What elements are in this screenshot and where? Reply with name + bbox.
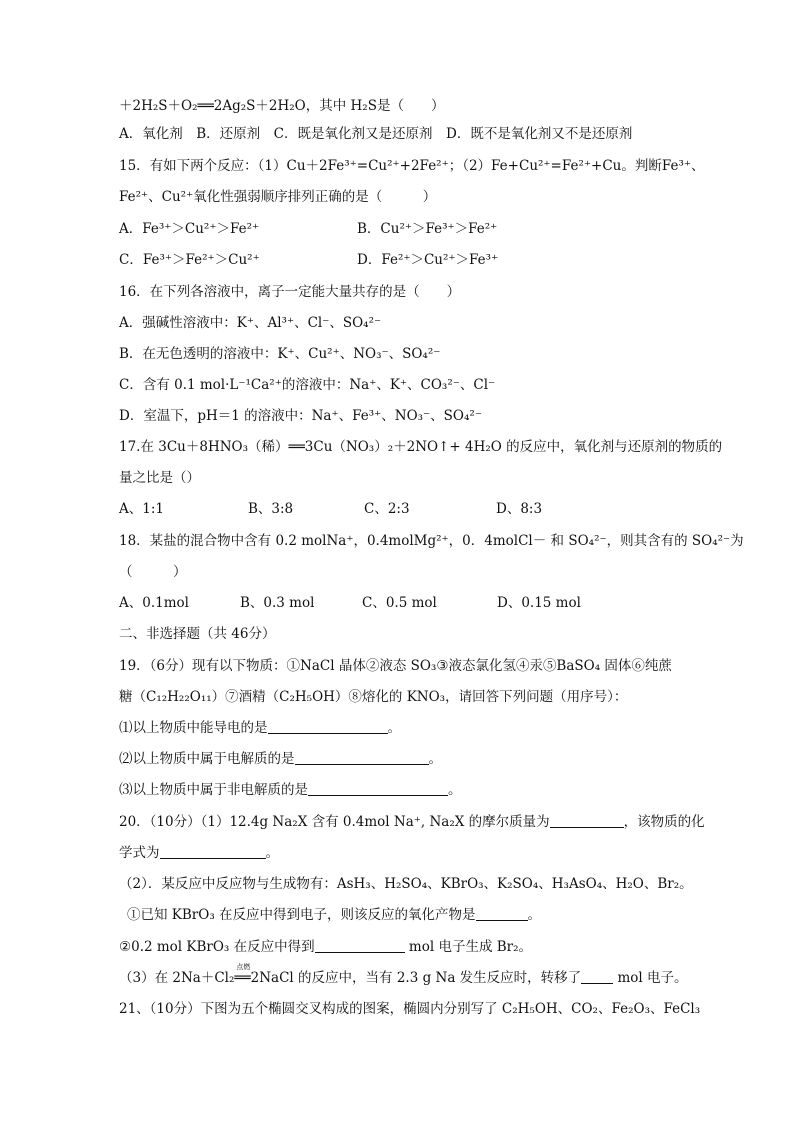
answer-blank[interactable] [550, 813, 624, 828]
q19-part-1 [119, 718, 401, 738]
q20-part-1-tail: ，该物质的化 [623, 814, 705, 830]
q17-option-b: B、3:8 [248, 501, 294, 517]
q19-stem-1: 19．（6分）现有以下物质：①NaCl 晶体②液态 SO₃③液态氯化氢④汞⑤BaSO₄ 固体⑥纯蔗 [119, 658, 672, 674]
q18-option-a: A、0.1mol [119, 595, 189, 611]
q16-option-a: A．强碱性溶液中：K⁺、Al³⁺、Cl⁻、SO₄²⁻ [119, 315, 382, 331]
q18-stem-1: 18．某盐的混合物中含有 0.2 molNa⁺，0.4molMg²⁺，0．4molCl－ 和 SO₄²⁻，则其含有的 SO₄²⁻为 [119, 533, 744, 549]
answer-blank[interactable] [295, 750, 429, 765]
q20-part-2-stem: （2）．某反应中反应物与生成物有：AsH₃、H₂SO₄、KBrO₃、K₂SO₄、H₃AsO₄、H₂O、Br₂。 [119, 876, 693, 892]
q18-stem-2: （ ） [119, 564, 187, 580]
answer-blank[interactable] [315, 938, 405, 953]
q20-part-3-text: （3）在 2Na＋Cl₂ [119, 970, 235, 986]
q19-part-3 [119, 780, 462, 800]
q18-option-c: C、0.5 mol [362, 595, 437, 611]
answer-blank[interactable] [160, 844, 266, 859]
q20-formula-text: 学式为 [119, 845, 160, 861]
q16-option-b: B．在无色透明的溶液中：K⁺、Cu²⁺、NO₃⁻、SO₄²⁻ [119, 346, 441, 362]
q20-part-3-tail: mol 电子。 [613, 970, 688, 986]
q19-part-1-text: ⑴以上物质中能导电的是 [119, 720, 268, 736]
q19-part-3-text: ⑶以上物质中属于非电解质的是 [119, 782, 308, 798]
period: 。 [428, 751, 442, 767]
q15-stem-1: 15．有如下两个反应：（1）Cu＋2Fe³⁺=Cu²⁺+2Fe²⁺；（2）Fe+Cu²⁺=Fe²⁺+Cu。判断Fe³⁺、 [119, 158, 705, 174]
q18-option-b: B、0.3 mol [240, 595, 315, 611]
q17-option-d: D、8:3 [496, 501, 543, 517]
q14-equation-line: ＋2H₂S＋O₂══2Ag₂S＋2H₂O，其中 H₂S是（ ） [119, 98, 445, 114]
equals-sign: ══ [234, 970, 251, 986]
q20-part-1-text: 20．（10分）（1）12.4g Na₂X 含有 0.4mol Na⁺, Na₂X 的摩尔质量为 [119, 814, 550, 830]
q16-option-c: C．含有 0.1 mol·L⁻¹Ca²⁺的溶液中：Na⁺、K⁺、CO₃²⁻、Cl⁻ [119, 377, 496, 393]
q21-stem: 21、（10分）下图为五个椭圆交叉构成的图案，椭圆内分别写了 C₂H₅OH、CO₂、Fe₂O₃、FeCl₃ [119, 1001, 701, 1017]
reaction-condition: 点燃 [236, 963, 251, 971]
q15-option-c: C．Fe³⁺＞Fe²⁺＞Cu²⁺ [119, 252, 260, 268]
q20-part-1-line-1 [119, 812, 705, 832]
q16-stem: 16．在下列各溶液中，离子一定能大量共存的是（ ） [119, 284, 461, 300]
q20-part-3 [119, 963, 688, 988]
period: 。 [527, 907, 542, 923]
answer-blank[interactable] [268, 719, 388, 734]
period: 。 [448, 782, 462, 798]
q19-part-2-text: ⑵以上物质中属于电解质的是 [119, 751, 295, 767]
q19-stem-2: 糖（C₁₂H₂₂O₁₁）⑦酒精（C₂H₅OH）⑧熔化的 KNO₃，请回答下列问题（用序号）： [119, 689, 628, 705]
q16-option-d: D．室温下，pH＝1 的溶液中：Na⁺、Fe³⁺、NO₃⁻、SO₄²⁻ [119, 408, 482, 424]
q17-option-a: A、1:1 [119, 501, 164, 517]
q20-sub-2-text: ②0.2 mol KBrO₃ 在反应中得到 [119, 939, 315, 955]
q20-part-2-sub-2 [119, 937, 532, 957]
q20-part-3-mid: 2NaCl 的反应中，当有 2.3 g Na 发生反应时，转移了 [250, 970, 582, 986]
q20-sub-1-text: ①已知 KBrO₃ 在反应中得到电子，则该反应的氧化产物是 [127, 907, 476, 923]
q17-stem-1: 17.在 3Cu＋8HNO₃（稀）══3Cu（NO₃）₂＋2NO↑+ 4H₂O 的反应中，氧化剂与还原剂的物质的 [119, 439, 723, 455]
q20-part-2-sub-1 [127, 905, 541, 925]
q19-part-2 [119, 749, 442, 769]
q17-stem-2: 量之比是（） [119, 470, 200, 486]
answer-blank[interactable] [476, 906, 528, 921]
q15-option-d: D．Fe²⁺＞Cu²⁺＞Fe³⁺ [357, 252, 499, 268]
q15-stem-2: Fe²⁺、Cu²⁺氧化性强弱顺序排列正确的是（ ） [119, 189, 437, 205]
q18-option-d: D、0.15 mol [497, 595, 581, 611]
q17-option-c: C、2:3 [364, 501, 410, 517]
period: 。 [387, 720, 401, 736]
q20-part-1-line-2 [119, 843, 279, 863]
reaction-arrow [234, 963, 251, 988]
q20-sub-2-tail: mol 电子生成 Br₂。 [404, 939, 533, 955]
period: 。 [265, 845, 279, 861]
q14-options: A．氧化剂 B．还原剂 C．既是氧化剂又是还原剂 D．既不是氧化剂又不是还原剂 [119, 126, 633, 142]
section-two-heading: 二、非选择题（共 46分） [119, 626, 276, 642]
answer-blank[interactable] [308, 781, 448, 796]
q15-option-a: A．Fe³⁺＞Cu²⁺＞Fe²⁺ [119, 221, 260, 237]
q15-option-b: B．Cu²⁺＞Fe³⁺＞Fe²⁺ [357, 221, 498, 237]
answer-blank[interactable] [581, 969, 613, 984]
